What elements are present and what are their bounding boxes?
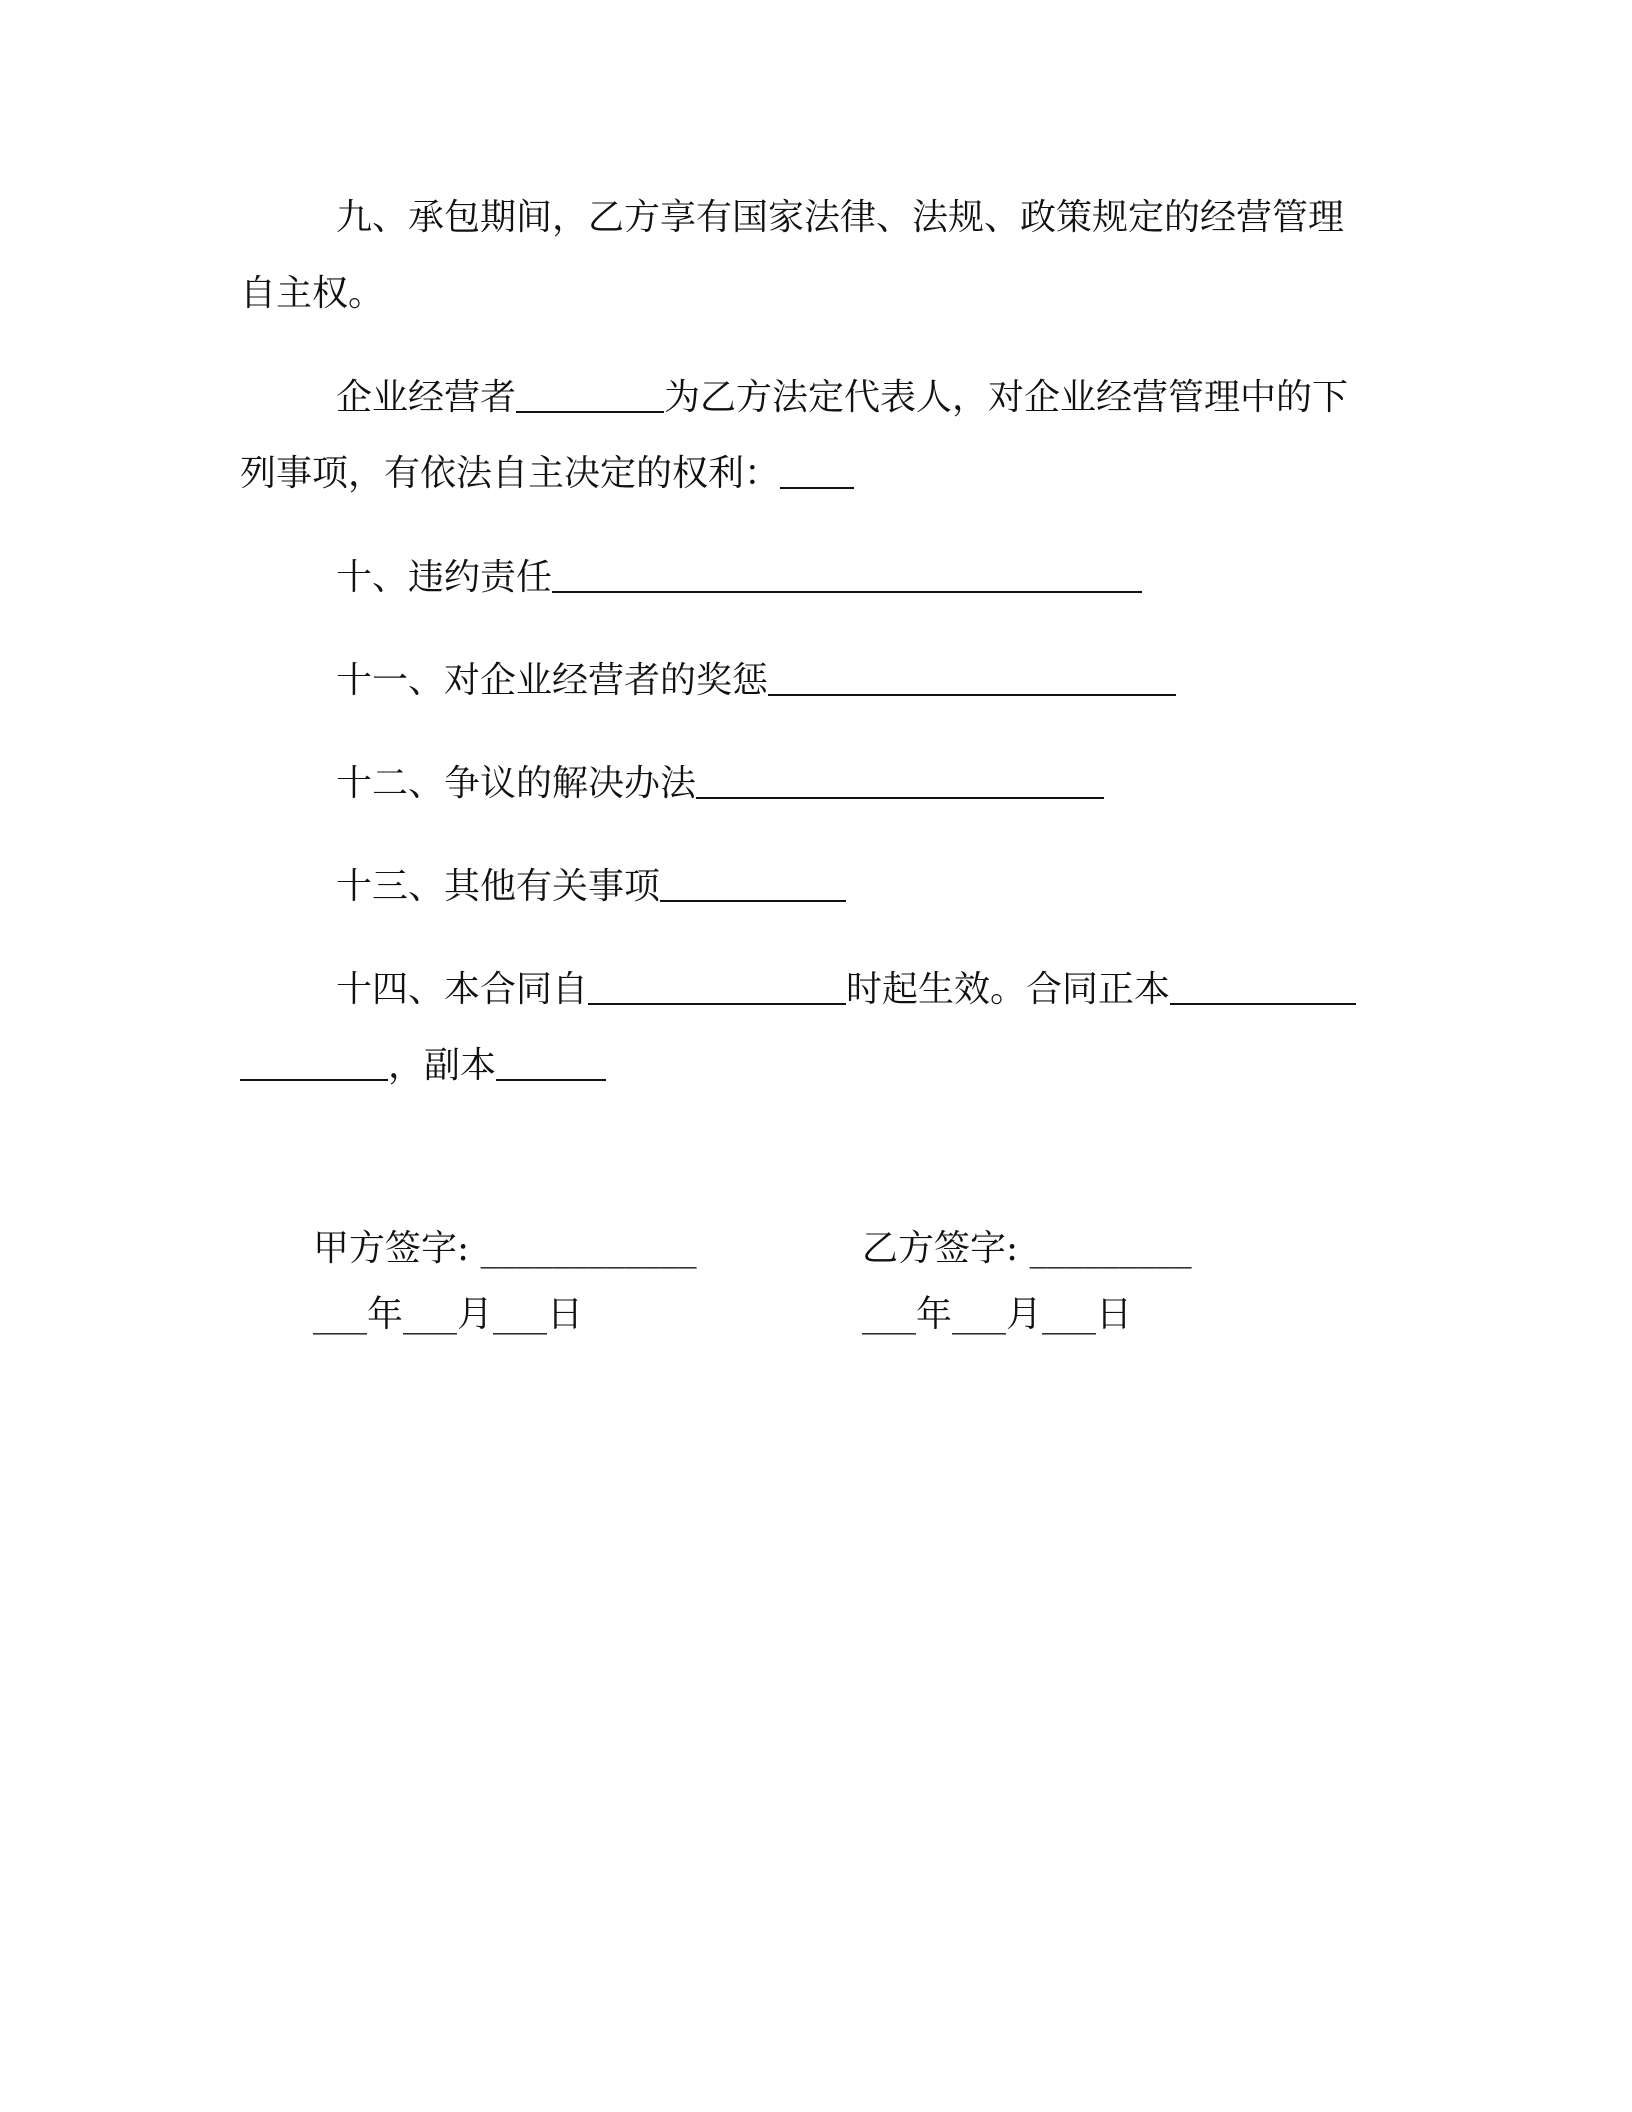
- clause-thirteen-label: 十三、其他有关事项: [336, 866, 661, 907]
- party-b-signature: [862, 1216, 1192, 1348]
- operator-name-blank[interactable]: [516, 381, 664, 413]
- clause-fourteen: [240, 952, 1390, 1104]
- original-copies-blank-cont[interactable]: [240, 1049, 388, 1081]
- duplicate-copies-blank[interactable]: [496, 1049, 606, 1081]
- rewards-blank[interactable]: [768, 664, 1176, 696]
- clause-ten: [240, 540, 1390, 616]
- clause-twelve-label: 十二、争议的解决办法: [336, 763, 697, 804]
- operator-middle: 为乙方法定代表人，对企业经营管理中的下: [664, 377, 1349, 418]
- clause-nine-line1: 九、承包期间，乙方享有国家法律、法规、政策规定的经营管理: [336, 197, 1345, 238]
- operator-prefix: 企业经营者: [336, 377, 517, 418]
- other-matters-blank[interactable]: [660, 870, 846, 902]
- operator-paragraph: [240, 360, 1390, 512]
- clause-thirteen: [240, 849, 1390, 925]
- clause-eleven-label: 十一、对企业经营者的奖惩: [336, 660, 769, 701]
- operator-line2: 列事项，有依法自主决定的权利：: [240, 453, 781, 494]
- clause-nine: [240, 180, 1390, 332]
- matters-blank[interactable]: [780, 457, 854, 489]
- clause-eleven: [240, 643, 1390, 719]
- effective-date-blank[interactable]: [588, 973, 846, 1005]
- clause-nine-line2: 自主权。: [240, 273, 385, 314]
- original-copies-blank[interactable]: [1170, 973, 1356, 1005]
- party-a-date[interactable]: ___年___月___日: [313, 1294, 584, 1335]
- clause-fourteen-middle: 时起生效。合同正本: [846, 969, 1171, 1010]
- party-b-signature-blank[interactable]: _________: [1029, 1228, 1192, 1269]
- clause-fourteen-comma: ，副本: [388, 1045, 497, 1086]
- clause-ten-label: 十、违约责任: [336, 557, 553, 598]
- party-a-label: 甲方签字:: [313, 1228, 470, 1269]
- party-b-date[interactable]: ___年___月___日: [862, 1294, 1133, 1335]
- party-b-label: 乙方签字:: [862, 1228, 1019, 1269]
- breach-liability-blank[interactable]: [552, 561, 1142, 593]
- clause-twelve: [240, 746, 1390, 822]
- clause-fourteen-prefix: 十四、本合同自: [336, 969, 589, 1010]
- dispute-resolution-blank[interactable]: [696, 767, 1104, 799]
- party-a-signature-blank[interactable]: ____________: [480, 1228, 697, 1269]
- party-a-signature: [313, 1216, 697, 1348]
